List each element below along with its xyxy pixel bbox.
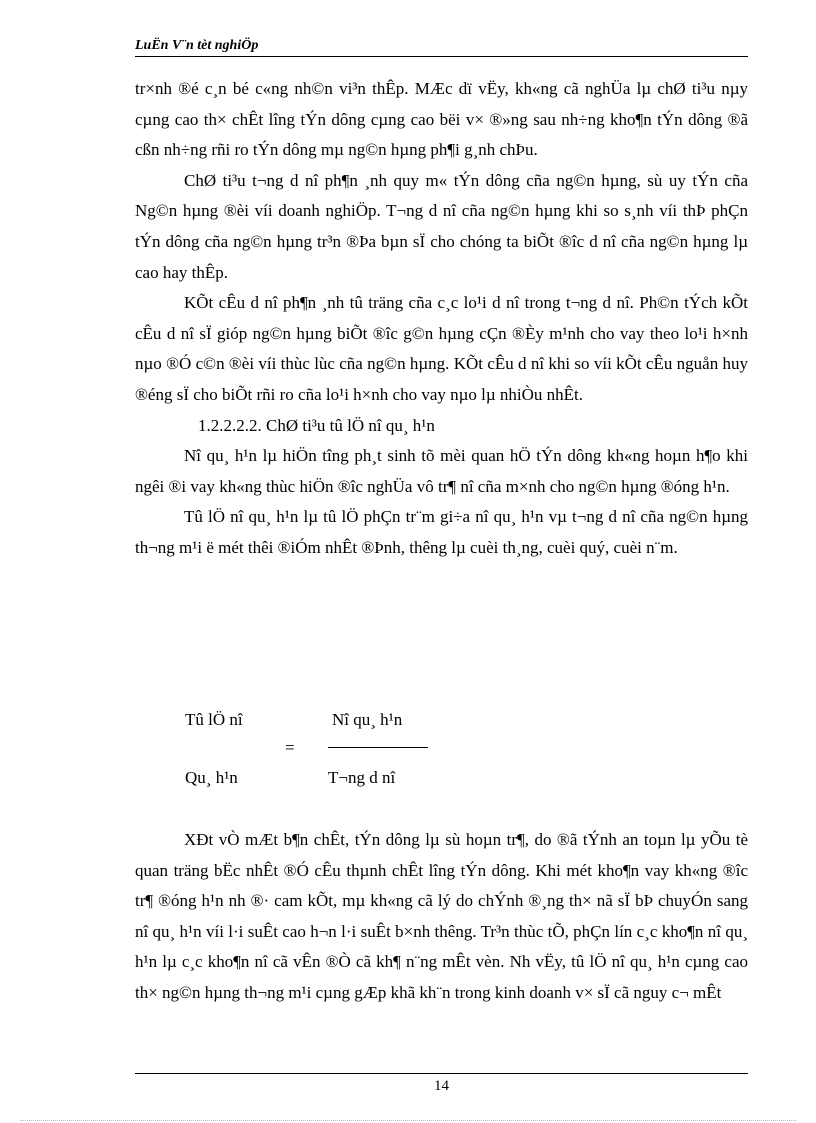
formula-denominator: T¬ng d nî: [328, 768, 396, 787]
paragraph: KÕt cÊu d nî ph¶n ¸nh tû träng cña c¸c lo¹i d nî trong t¬ng d nî. Ph©n tÝch kÕt cÊu d nî sÏ gióp ng©n hµng biÕt ®îc g©n hµng cÇn ®Èy m¹nh cho vay theo lo¹i h×nh nµo ®Ó c©n ®èi víi thùc lùc cña ng©n hµng. KÕt cÊu d nî khi so víi kÕt cÊu nguån huy ®éng sÏ cho biÕt rñi ro cña lo¹i h×nh cho vay nµo lµ nhiÒu nhÊt.: [135, 293, 748, 404]
paragraph: Nî qu¸ h¹n lµ hiÖn tîng ph¸t sinh tõ mèi quan hÖ tÝn dông kh«ng hoµn h¶o khi ngêi ®i vay kh«ng thùc hiÖn ®îc nghÜa vô tr¶ nî cña m×nh cho ng©n hµng ®óng h¹n.: [135, 446, 748, 496]
page-boundary: [20, 1120, 796, 1121]
formula-lhs-bottom: Qu¸ h¹n: [185, 768, 238, 787]
paragraph: Tû lÖ nî qu¸ h¹n lµ tû lÖ phÇn tr¨m gi÷a nî qu¸ h¹n vµ t¬ng d nî cña ng©n hµng th¬ng m¹i ë mét thêi ®iÓm nhÊt ®Þnh, thêng lµ cuèi th¸ng, cuèi quý, cuèi n¨m.: [135, 507, 748, 557]
running-header: LuËn V¨n tèt nghiÖp: [135, 38, 259, 53]
formula-equals: =: [285, 738, 295, 757]
header-divider: [135, 56, 748, 57]
body-text-top: [135, 74, 748, 564]
paragraph: XÐt vÒ mÆt b¶n chÊt, tÝn dông lµ sù hoµn tr¶, do ®ã tÝnh an toµn lµ yÕu tè quan träng bËc nhÊt ®Ó cÊu thµnh chÊt lîng tÝn dông. Khi mét kho¶n vay kh«ng ®îc tr¶ ®óng h¹n nh ®· cam kÕt, mµ kh«ng cã lý do chÝnh ®¸ng th× nã sÏ bÞ chuyÓn sang nî qu¸ h¹n víi l·i suÊt cao h¬n l·i suÊt b×nh thêng. Tr³n thùc tÕ, phÇn lín c¸c kho¶n nî qu¸ h¹n lµ c¸c kho¶n nî cã vÊn ®Ò cã kh¶ n¨ng mÊt vèn. Nh vËy, tû lÖ nî qu¸ h¹n cµng cao th× ng©n hµng th¬ng m¹i cµng gÆp khã kh¨n trong kinh doanh v× sÏ cã nguy c¬ mÊt: [135, 830, 748, 1002]
page-number: 14: [434, 1078, 449, 1094]
formula-numerator: Nî qu¸ h¹n: [332, 710, 403, 729]
section-heading: 1.2.2.2.2. ChØ ti³u tû lÖ nî qu¸ h¹n: [198, 415, 435, 435]
body-text-bottom: [135, 825, 748, 1009]
paragraph-continuation: tr×nh ®é c¸n bé c«ng nh©n vi³n thÊp. MÆc dï vËy, kh«ng cã nghÜa lµ chØ ti³u nµy cµng cao th× chÊt lîng tÝn dông cµng cao bëi v× ®»ng sau nh÷ng kho¶n tÝn dông ®ã cßn nh÷ng rñi ro tÝn dông mµ ng©n hµng ph¶i g¸nh chÞu.: [135, 79, 748, 160]
fraction-line: [328, 747, 428, 748]
footer-divider: [135, 1073, 748, 1074]
ratio-formula: [135, 700, 748, 800]
paragraph: ChØ ti³u t¬ng d nî ph¶n ¸nh quy m« tÝn dông cña ng©n hµng, sù uy tÝn cña Ng©n hµng ®èi víi doanh nghiÖp. T¬ng d nî cña ng©n hµng khi so s¸nh víi thÞ phÇn tÝn dông cña ng©n hµng tr³n ®Þa bµn sÏ cho chóng ta biÕt ®îc d nî cña ng©n hµng lµ cao hay thÊp.: [135, 170, 748, 282]
formula-lhs-top: Tû lÖ nî: [185, 710, 243, 729]
